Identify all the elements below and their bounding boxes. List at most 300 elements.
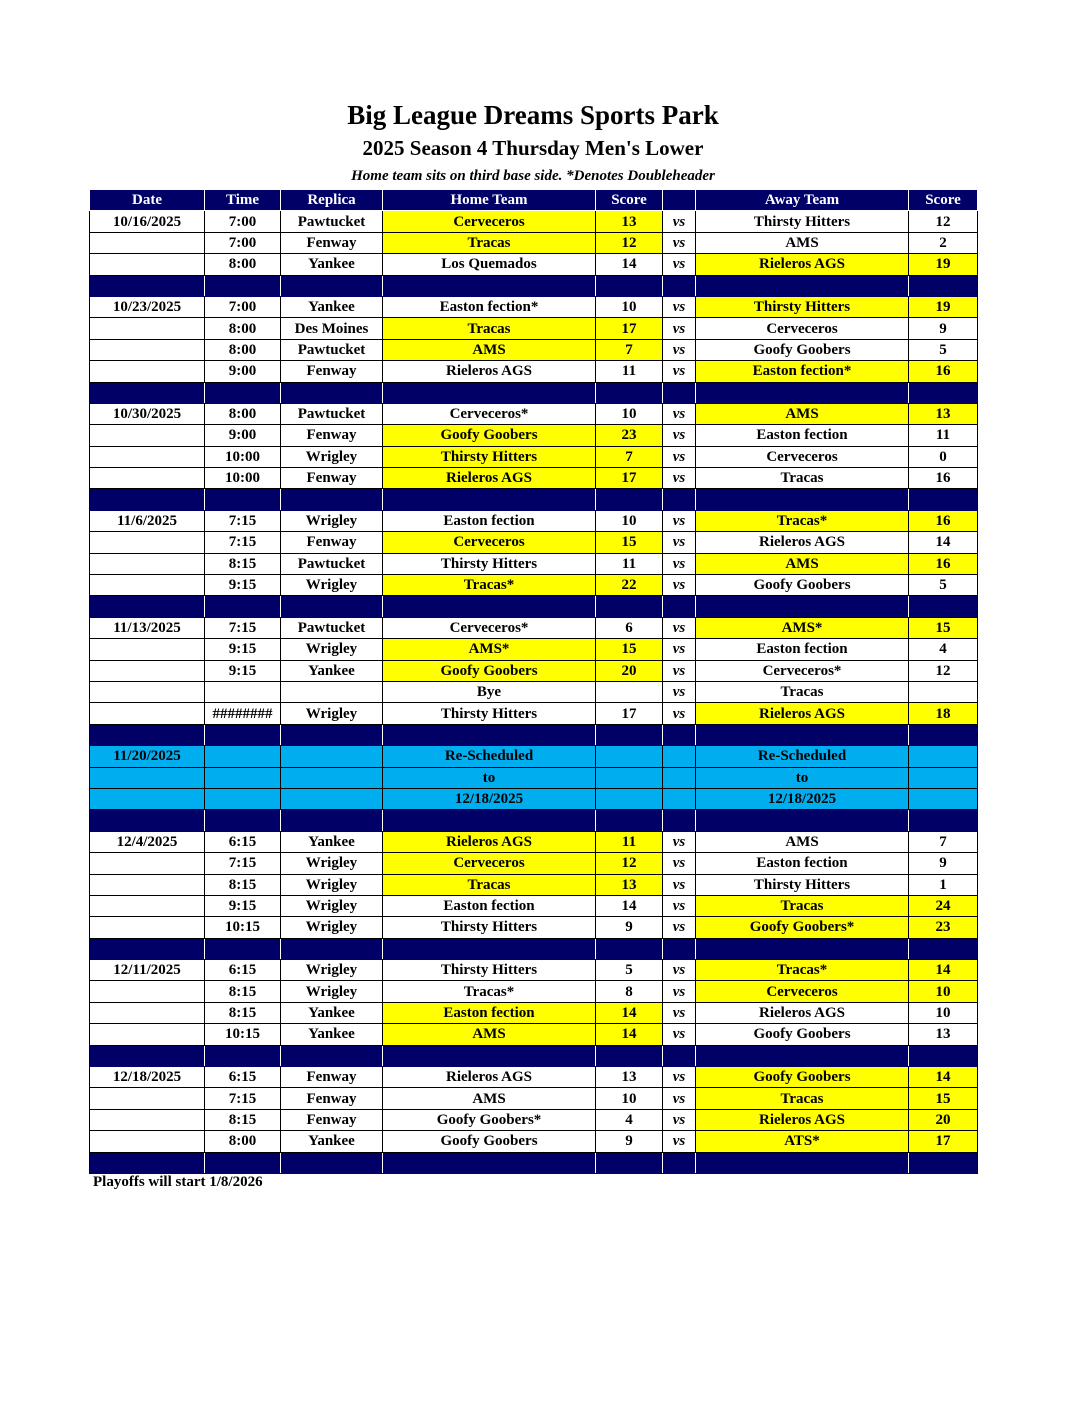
replica-cell: Wrigley: [281, 917, 383, 938]
game-row: [90, 510, 978, 531]
away-score-cell: 14: [909, 532, 978, 553]
away-score-cell: 19: [909, 296, 978, 317]
away-score-cell: 15: [909, 617, 978, 638]
home-team-cell: Cerveceros: [383, 532, 596, 553]
separator-cell: [696, 489, 909, 510]
time-cell: 8:00: [205, 318, 281, 339]
time-cell: 10:15: [205, 917, 281, 938]
vs-cell: vs: [663, 361, 696, 382]
vs-cell: vs: [663, 681, 696, 702]
replica-cell: Wrigley: [281, 960, 383, 981]
game-row: [90, 254, 978, 275]
replica-cell: Wrigley: [281, 853, 383, 874]
separator-row: [90, 382, 978, 403]
time-cell: 7:15: [205, 617, 281, 638]
vs-cell: vs: [663, 211, 696, 232]
time-cell: [205, 681, 281, 702]
date-cell: 11/13/2025: [90, 617, 205, 638]
away-team-cell: Rieleros AGS: [696, 532, 909, 553]
separator-cell: [90, 382, 205, 403]
replica-cell: Yankee: [281, 254, 383, 275]
time-cell: 6:15: [205, 1067, 281, 1088]
home-score-cell: 10: [596, 510, 663, 531]
separator-cell: [663, 810, 696, 831]
game-row: [90, 318, 978, 339]
time-cell: 9:15: [205, 660, 281, 681]
away-score-cell: 10: [909, 981, 978, 1002]
separator-cell: [383, 489, 596, 510]
time-cell: 7:15: [205, 853, 281, 874]
separator-cell: [383, 1152, 596, 1173]
home-team-cell: Cerveceros: [383, 853, 596, 874]
game-row: [90, 1088, 978, 1109]
date-cell: 12/18/2025: [90, 1067, 205, 1088]
vs-cell: vs: [663, 639, 696, 660]
separator-cell: [909, 938, 978, 959]
away-team-cell: Goofy Goobers*: [696, 917, 909, 938]
replica-cell: Yankee: [281, 660, 383, 681]
replica-cell: Wrigley: [281, 981, 383, 1002]
home-team-cell: Rieleros AGS: [383, 1067, 596, 1088]
away-score-cell: 16: [909, 361, 978, 382]
home-team-cell: AMS: [383, 339, 596, 360]
separator-cell: [281, 1045, 383, 1066]
home-score-cell: [596, 681, 663, 702]
game-row: [90, 1109, 978, 1130]
vs-cell: [663, 788, 696, 809]
away-team-cell: Rieleros AGS: [696, 1109, 909, 1130]
replica-cell: Pawtucket: [281, 403, 383, 424]
date-cell: 12/11/2025: [90, 960, 205, 981]
date-cell: 10/30/2025: [90, 403, 205, 424]
vs-cell: vs: [663, 617, 696, 638]
separator-cell: [90, 938, 205, 959]
separator-cell: [205, 810, 281, 831]
time-cell: 9:15: [205, 639, 281, 660]
replica-cell: Wrigley: [281, 639, 383, 660]
home-team-cell: Tracas: [383, 318, 596, 339]
separator-row: [90, 275, 978, 296]
home-team-cell: Tracas: [383, 232, 596, 253]
vs-cell: vs: [663, 917, 696, 938]
col-header-replica: Replica: [281, 190, 383, 211]
header-note: Home team sits on third base side. *Denotes Doubleheader: [351, 168, 715, 184]
away-score-cell: 17: [909, 1131, 978, 1152]
replica-cell: Fenway: [281, 1067, 383, 1088]
separator-cell: [696, 275, 909, 296]
away-score-cell: 16: [909, 510, 978, 531]
away-score-cell: 9: [909, 318, 978, 339]
date-cell: 12/4/2025: [90, 831, 205, 852]
home-team-cell: Thirsty Hitters: [383, 553, 596, 574]
home-score-cell: 5: [596, 960, 663, 981]
home-team-cell: Cerveceros: [383, 211, 596, 232]
separator-cell: [90, 1152, 205, 1173]
separator-cell: [205, 938, 281, 959]
date-cell: [90, 425, 205, 446]
page-title: Big League Dreams Sports Park: [347, 100, 719, 130]
date-cell: [90, 853, 205, 874]
separator-cell: [281, 1152, 383, 1173]
home-score-cell: 8: [596, 981, 663, 1002]
home-score-cell: 17: [596, 468, 663, 489]
game-row: [90, 895, 978, 916]
away-score-cell: 12: [909, 660, 978, 681]
vs-cell: vs: [663, 575, 696, 596]
separator-cell: [90, 275, 205, 296]
away-score-cell: 2: [909, 232, 978, 253]
time-cell: 8:00: [205, 403, 281, 424]
home-team-cell: Re-Scheduled: [383, 746, 596, 767]
separator-cell: [596, 724, 663, 745]
game-row: [90, 1024, 978, 1045]
away-score-cell: 24: [909, 895, 978, 916]
replica-cell: Fenway: [281, 468, 383, 489]
game-row: [90, 703, 978, 724]
separator-cell: [663, 596, 696, 617]
game-row: [90, 831, 978, 852]
replica-cell: Fenway: [281, 532, 383, 553]
separator-cell: [596, 810, 663, 831]
vs-cell: vs: [663, 895, 696, 916]
replica-cell: [281, 681, 383, 702]
separator-cell: [383, 596, 596, 617]
vs-cell: vs: [663, 1131, 696, 1152]
date-cell: [90, 874, 205, 895]
time-cell: 7:15: [205, 1088, 281, 1109]
separator-cell: [596, 489, 663, 510]
game-row: [90, 532, 978, 553]
vs-cell: vs: [663, 468, 696, 489]
away-team-cell: Easton fection: [696, 425, 909, 446]
home-team-cell: Los Quemados: [383, 254, 596, 275]
replica-cell: Wrigley: [281, 575, 383, 596]
vs-cell: vs: [663, 1109, 696, 1130]
separator-cell: [281, 810, 383, 831]
separator-cell: [909, 724, 978, 745]
away-team-cell: AMS*: [696, 617, 909, 638]
home-score-cell: [596, 767, 663, 788]
away-team-cell: Tracas*: [696, 510, 909, 531]
away-score-cell: 14: [909, 1067, 978, 1088]
separator-cell: [281, 724, 383, 745]
away-score-cell: [909, 681, 978, 702]
away-team-cell: Tracas: [696, 1088, 909, 1109]
home-score-cell: 7: [596, 446, 663, 467]
separator-cell: [383, 724, 596, 745]
away-score-cell: 18: [909, 703, 978, 724]
separator-cell: [383, 382, 596, 403]
away-score-cell: 20: [909, 1109, 978, 1130]
date-cell: [90, 917, 205, 938]
time-cell: 8:00: [205, 339, 281, 360]
separator-cell: [383, 275, 596, 296]
away-score-cell: 14: [909, 960, 978, 981]
replica-cell: Yankee: [281, 1024, 383, 1045]
col-header-away-team: Away Team: [696, 190, 909, 211]
replica-cell: Wrigley: [281, 446, 383, 467]
game-row: [90, 1067, 978, 1088]
vs-cell: vs: [663, 510, 696, 531]
game-row: [90, 339, 978, 360]
separator-cell: [909, 596, 978, 617]
away-team-cell: Tracas*: [696, 960, 909, 981]
game-row: [90, 425, 978, 446]
home-score-cell: 17: [596, 318, 663, 339]
separator-cell: [281, 382, 383, 403]
home-team-cell: Tracas*: [383, 981, 596, 1002]
away-team-cell: AMS: [696, 403, 909, 424]
home-team-cell: Goofy Goobers: [383, 660, 596, 681]
replica-cell: Yankee: [281, 1002, 383, 1023]
away-score-cell: [909, 767, 978, 788]
game-row: [90, 403, 978, 424]
time-cell: 8:15: [205, 1002, 281, 1023]
game-row: [90, 468, 978, 489]
vs-cell: vs: [663, 425, 696, 446]
away-team-cell: 12/18/2025: [696, 788, 909, 809]
home-team-cell: Cerveceros*: [383, 617, 596, 638]
separator-cell: [596, 938, 663, 959]
home-score-cell: 9: [596, 917, 663, 938]
game-row: [90, 232, 978, 253]
date-cell: [90, 254, 205, 275]
separator-row: [90, 810, 978, 831]
home-team-cell: Bye: [383, 681, 596, 702]
game-row: [90, 575, 978, 596]
separator-cell: [696, 938, 909, 959]
replica-cell: Yankee: [281, 831, 383, 852]
date-cell: [90, 767, 205, 788]
date-cell: [90, 339, 205, 360]
home-team-cell: Easton fection*: [383, 296, 596, 317]
separator-cell: [205, 489, 281, 510]
separator-cell: [281, 938, 383, 959]
game-row: [90, 1002, 978, 1023]
time-cell: 10:00: [205, 446, 281, 467]
vs-cell: vs: [663, 960, 696, 981]
away-score-cell: 7: [909, 831, 978, 852]
home-score-cell: 11: [596, 831, 663, 852]
separator-cell: [90, 1045, 205, 1066]
date-cell: [90, 1002, 205, 1023]
vs-cell: vs: [663, 232, 696, 253]
home-team-cell: Easton fection: [383, 510, 596, 531]
replica-cell: Fenway: [281, 1088, 383, 1109]
home-score-cell: 13: [596, 1067, 663, 1088]
game-row: [90, 917, 978, 938]
home-team-cell: to: [383, 767, 596, 788]
away-score-cell: 13: [909, 1024, 978, 1045]
replica-cell: Fenway: [281, 1109, 383, 1130]
home-score-cell: 15: [596, 532, 663, 553]
separator-cell: [696, 1152, 909, 1173]
home-score-cell: 6: [596, 617, 663, 638]
separator-cell: [205, 724, 281, 745]
time-cell: 8:00: [205, 254, 281, 275]
vs-cell: vs: [663, 553, 696, 574]
away-team-cell: Thirsty Hitters: [696, 296, 909, 317]
col-header-time: Time: [205, 190, 281, 211]
away-score-cell: 9: [909, 853, 978, 874]
away-team-cell: Easton fection: [696, 853, 909, 874]
away-team-cell: Cerveceros: [696, 981, 909, 1002]
game-row: [90, 1131, 978, 1152]
date-cell: [90, 660, 205, 681]
time-cell: 10:00: [205, 468, 281, 489]
home-team-cell: AMS: [383, 1088, 596, 1109]
date-cell: [90, 232, 205, 253]
date-cell: [90, 895, 205, 916]
vs-cell: vs: [663, 660, 696, 681]
replica-cell: Pawtucket: [281, 339, 383, 360]
home-team-cell: Rieleros AGS: [383, 831, 596, 852]
away-score-cell: 16: [909, 468, 978, 489]
replica-cell: Wrigley: [281, 703, 383, 724]
home-score-cell: 14: [596, 1002, 663, 1023]
separator-row: [90, 1045, 978, 1066]
home-team-cell: Thirsty Hitters: [383, 703, 596, 724]
page-subtitle: 2025 Season 4 Thursday Men's Lower: [362, 136, 704, 160]
separator-cell: [663, 938, 696, 959]
date-cell: 10/16/2025: [90, 211, 205, 232]
col-header-vs: [663, 190, 696, 211]
home-team-cell: Goofy Goobers: [383, 1131, 596, 1152]
replica-cell: [281, 767, 383, 788]
date-cell: [90, 703, 205, 724]
vs-cell: [663, 746, 696, 767]
home-score-cell: 4: [596, 1109, 663, 1130]
home-score-cell: 10: [596, 403, 663, 424]
replica-cell: Fenway: [281, 232, 383, 253]
time-cell: 9:15: [205, 895, 281, 916]
col-header-date: Date: [90, 190, 205, 211]
home-score-cell: 22: [596, 575, 663, 596]
away-team-cell: Rieleros AGS: [696, 1002, 909, 1023]
separator-cell: [383, 810, 596, 831]
separator-cell: [205, 1152, 281, 1173]
away-score-cell: 15: [909, 1088, 978, 1109]
separator-cell: [696, 724, 909, 745]
separator-cell: [90, 810, 205, 831]
date-cell: [90, 468, 205, 489]
away-score-cell: [909, 746, 978, 767]
away-score-cell: 16: [909, 553, 978, 574]
rescheduled-row: [90, 788, 978, 809]
time-cell: 8:00: [205, 1131, 281, 1152]
separator-row: [90, 938, 978, 959]
game-row: [90, 681, 978, 702]
away-team-cell: Thirsty Hitters: [696, 874, 909, 895]
game-row: [90, 960, 978, 981]
separator-cell: [205, 275, 281, 296]
replica-cell: [281, 746, 383, 767]
separator-cell: [909, 489, 978, 510]
replica-cell: Yankee: [281, 1131, 383, 1152]
replica-cell: [281, 788, 383, 809]
replica-cell: Fenway: [281, 361, 383, 382]
replica-cell: Fenway: [281, 425, 383, 446]
separator-cell: [281, 275, 383, 296]
away-team-cell: Cerveceros: [696, 446, 909, 467]
game-row: [90, 617, 978, 638]
date-cell: [90, 532, 205, 553]
vs-cell: vs: [663, 874, 696, 895]
time-cell: 7:15: [205, 532, 281, 553]
home-team-cell: Tracas: [383, 874, 596, 895]
separator-cell: [596, 596, 663, 617]
schedule-body: [90, 211, 978, 1174]
time-cell: 10:15: [205, 1024, 281, 1045]
home-team-cell: Thirsty Hitters: [383, 446, 596, 467]
away-team-cell: Rieleros AGS: [696, 254, 909, 275]
date-cell: [90, 575, 205, 596]
home-score-cell: 14: [596, 254, 663, 275]
home-score-cell: 9: [596, 1131, 663, 1152]
away-team-cell: Cerveceros*: [696, 660, 909, 681]
game-row: [90, 853, 978, 874]
game-row: [90, 639, 978, 660]
separator-cell: [696, 810, 909, 831]
time-cell: [205, 746, 281, 767]
away-score-cell: 23: [909, 917, 978, 938]
away-score-cell: 0: [909, 446, 978, 467]
vs-cell: vs: [663, 403, 696, 424]
schedule-table: [89, 189, 978, 1174]
separator-cell: [909, 382, 978, 403]
separator-row: [90, 724, 978, 745]
col-header-home-team: Home Team: [383, 190, 596, 211]
away-team-cell: Goofy Goobers: [696, 1067, 909, 1088]
away-team-cell: ATS*: [696, 1131, 909, 1152]
separator-row: [90, 489, 978, 510]
home-team-cell: AMS: [383, 1024, 596, 1045]
home-team-cell: Goofy Goobers*: [383, 1109, 596, 1130]
rescheduled-row: [90, 746, 978, 767]
separator-cell: [663, 489, 696, 510]
time-cell: 6:15: [205, 960, 281, 981]
home-team-cell: Rieleros AGS: [383, 361, 596, 382]
replica-cell: Yankee: [281, 296, 383, 317]
date-cell: [90, 1024, 205, 1045]
vs-cell: vs: [663, 981, 696, 1002]
home-team-cell: AMS*: [383, 639, 596, 660]
vs-cell: vs: [663, 296, 696, 317]
vs-cell: [663, 767, 696, 788]
home-score-cell: [596, 746, 663, 767]
home-score-cell: 13: [596, 874, 663, 895]
footer-note: Playoffs will start 1/8/2026: [93, 1174, 263, 1190]
separator-cell: [383, 938, 596, 959]
home-team-cell: Rieleros AGS: [383, 468, 596, 489]
separator-cell: [90, 489, 205, 510]
separator-cell: [696, 382, 909, 403]
separator-cell: [596, 1152, 663, 1173]
game-row: [90, 874, 978, 895]
home-score-cell: 17: [596, 703, 663, 724]
game-row: [90, 446, 978, 467]
away-team-cell: Easton fection: [696, 639, 909, 660]
date-cell: [90, 681, 205, 702]
away-team-cell: AMS: [696, 831, 909, 852]
game-row: [90, 296, 978, 317]
separator-cell: [205, 596, 281, 617]
home-team-cell: Thirsty Hitters: [383, 960, 596, 981]
home-team-cell: Easton fection: [383, 1002, 596, 1023]
vs-cell: vs: [663, 254, 696, 275]
separator-cell: [663, 382, 696, 403]
separator-cell: [909, 810, 978, 831]
